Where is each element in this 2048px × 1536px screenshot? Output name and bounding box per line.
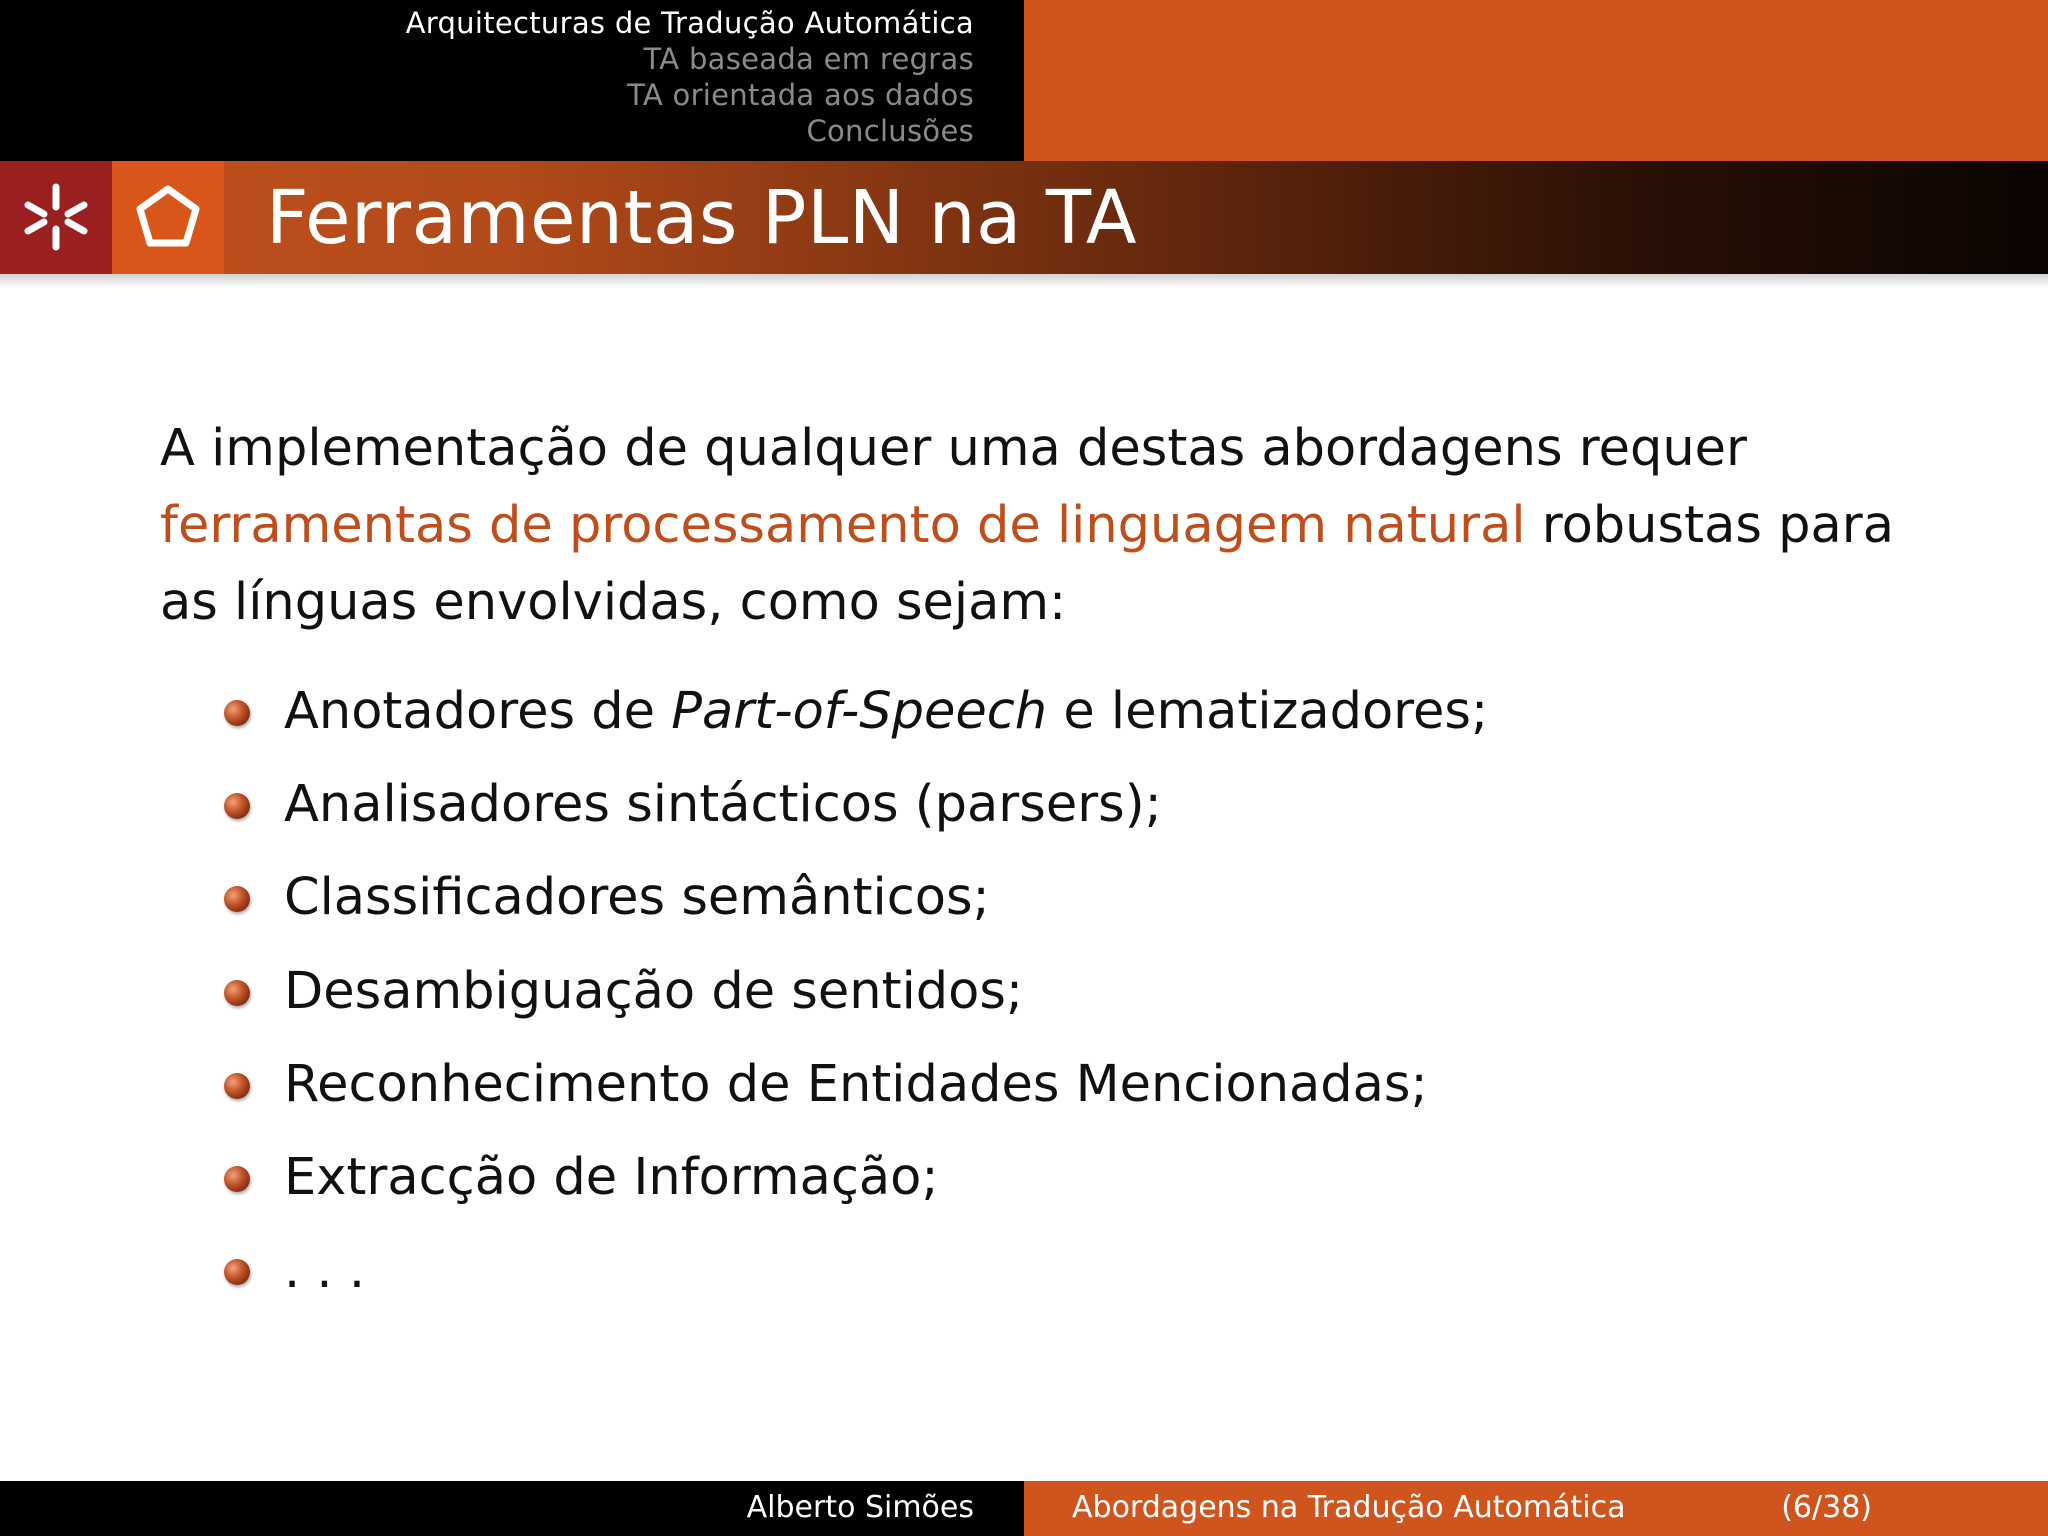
header-accent-panel [1024, 0, 2048, 161]
list-item [0, 769, 1700, 849]
bullet-marker [224, 700, 250, 726]
list-item-text: Extracção de Informação; [284, 1148, 939, 1207]
bullet-marker [224, 886, 250, 912]
list-item-text: Reconhecimento de Entidades Mencionadas; [284, 1055, 1428, 1114]
bullet-marker [224, 1259, 250, 1285]
list-item [0, 1049, 1700, 1129]
slide-title: Ferramentas PLN na TA [266, 175, 1137, 261]
list-item-text: Anotadores de Part-of-Speech e lematizadores; [284, 682, 1489, 741]
list-item [0, 1142, 1700, 1222]
list-item [0, 676, 1700, 756]
title-bar-shadow [0, 274, 2048, 288]
school-logo [112, 161, 224, 274]
nav-section-current[interactable]: Arquitecturas de Tradução Automática [405, 6, 974, 40]
intro-text-start: A implementação de qualquer uma destas abordagens requer [160, 419, 1748, 478]
footer-presentation-title: Abordagens na Tradução Automática [1072, 1490, 1626, 1525]
list-item [0, 956, 1700, 1036]
bullet-marker [224, 980, 250, 1006]
list-item-italic: Part-of-Speech [671, 682, 1048, 741]
intro-highlight: ferramentas de processamento de linguagem natural [160, 496, 1526, 555]
footer-page-number: (6/38) [1781, 1490, 1872, 1525]
university-logo [0, 161, 112, 274]
list-item-text: Classificadores semânticos; [284, 868, 990, 927]
pentagon-icon [112, 161, 224, 274]
university-star-icon [0, 161, 112, 274]
list-item-text: . . . [284, 1241, 366, 1300]
list-item [0, 1235, 1700, 1315]
bullet-marker [224, 1073, 250, 1099]
list-item-text: Desambiguação de sentidos; [284, 962, 1024, 1021]
bullet-marker [224, 1166, 250, 1192]
list-item [0, 862, 1700, 942]
bullet-marker [224, 793, 250, 819]
nav-section-conclusions[interactable]: Conclusões [806, 114, 974, 148]
intro-text-end: robustas para as línguas envolvidas, como sejam: [160, 496, 1894, 632]
footer-author: Alberto Simões [746, 1490, 974, 1525]
nav-section-rules[interactable]: TA baseada em regras [643, 42, 974, 76]
list-item-text: Analisadores sintácticos (parsers); [284, 775, 1162, 834]
nav-section-data[interactable]: TA orientada aos dados [627, 78, 974, 112]
intro-paragraph [160, 410, 1900, 641]
